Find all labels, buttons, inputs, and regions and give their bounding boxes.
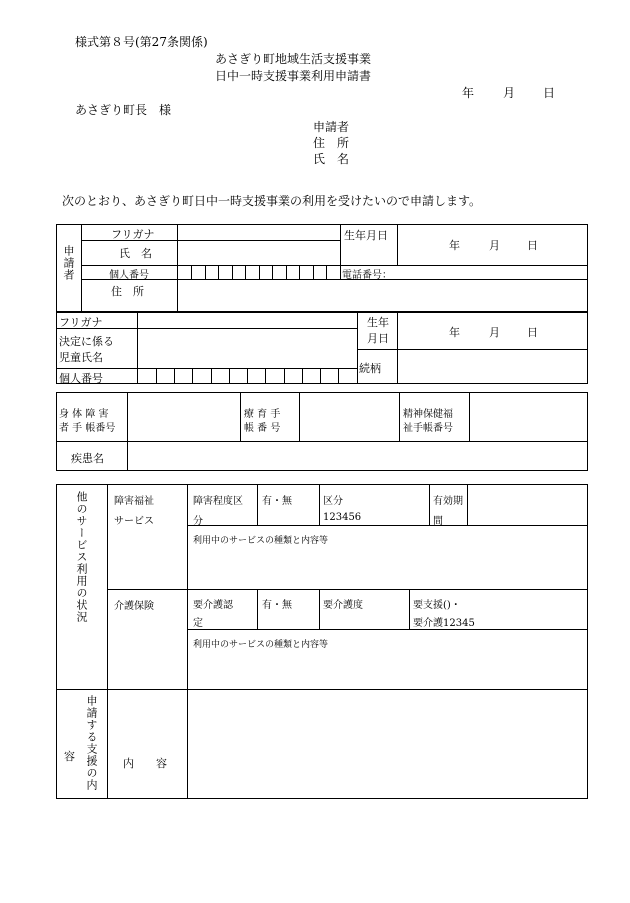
date-day: 日 xyxy=(543,86,556,100)
form-title-line1: あさぎり町地域生活支援事業 xyxy=(215,52,372,66)
child-name-label-line1: 決定に係る xyxy=(59,335,114,348)
validity-label-line2: 間 xyxy=(433,516,443,527)
child-furigana-label: フリガナ xyxy=(59,316,103,329)
disability-degree-label-line1: 障害程度区 xyxy=(193,496,243,507)
child-table xyxy=(56,312,588,384)
form-title-line2: 日中一時支援事業利用申請書 xyxy=(215,69,372,83)
welfare-yes-no[interactable]: 有・無 xyxy=(262,496,292,507)
services-table xyxy=(56,484,588,799)
applicant-section-label: 申請者 xyxy=(62,245,75,281)
welfare-usage-note: 利用中のサービスの種類と内容等 xyxy=(193,536,329,546)
applicant-name-label: 氏 名 xyxy=(313,152,350,166)
category-values[interactable]: 123456 xyxy=(323,512,362,523)
child-name-label-line2: 児童氏名 xyxy=(59,351,103,364)
support-level-line2[interactable]: 要介護12345 xyxy=(413,618,475,629)
child-birth-year: 年 xyxy=(449,326,460,339)
request-label: 申請する支援の内 xyxy=(85,695,98,791)
mental-handbook-label-line1: 精神保健福 xyxy=(403,409,453,420)
child-personal-number-cells[interactable] xyxy=(138,369,357,383)
date-year: 年 xyxy=(462,86,475,100)
category-label: 区分 xyxy=(323,496,343,507)
request-label-tail: 容 xyxy=(64,750,75,763)
physical-handbook-label-line2: 者 手 帳番号 xyxy=(59,423,116,434)
applicant-personal-number-label: 個人番号 xyxy=(109,270,149,281)
applicant-address-label: 住 所 xyxy=(313,136,350,150)
handbook-table xyxy=(56,392,588,471)
mental-handbook-label-line2: 祉手帳番号 xyxy=(403,423,453,434)
child-birth-day: 日 xyxy=(527,326,538,339)
applicant-phone-label: 電話番号： xyxy=(342,270,392,281)
care-level-label: 要介護度 xyxy=(323,600,363,611)
applicant-address-label: 住 所 xyxy=(111,285,144,298)
applicant-furigana-label: フリガナ xyxy=(111,228,155,241)
disability-degree-label-line2: 分 xyxy=(193,516,203,527)
request-content-label: 内 容 xyxy=(123,757,167,770)
care-cert-label-line2: 定 xyxy=(193,618,203,629)
request-content-field[interactable] xyxy=(188,690,588,799)
welfare-label-line2: サービス xyxy=(114,516,154,527)
ryoiku-handbook-label-line2: 帳 番 号 xyxy=(244,423,281,434)
applicant-birth-year: 年 xyxy=(449,239,460,252)
care-insurance-label: 介護保険 xyxy=(114,601,154,612)
services-section-label: 他のサービス利用の状況 xyxy=(75,491,88,623)
care-cert-label-line1: 要介護認 xyxy=(193,600,233,611)
statement-text: 次のとおり、あさぎり町日中一時支援事業の利用を受けたいので申請します。 xyxy=(62,194,482,208)
child-birth-label-line2: 月日 xyxy=(367,332,389,345)
applicant-personal-number-cells[interactable] xyxy=(178,265,340,279)
applicant-table xyxy=(56,224,588,312)
care-yes-no[interactable]: 有・無 xyxy=(262,600,292,611)
applicant-birthdate-label: 生年月日 xyxy=(344,229,388,242)
disease-label: 疾患名 xyxy=(71,452,104,465)
physical-handbook-label-line1: 身 体 障 害 xyxy=(59,409,109,420)
child-relation-label: 続柄 xyxy=(359,362,381,375)
welfare-label-line1: 障害福祉 xyxy=(114,496,154,507)
date-month: 月 xyxy=(503,86,516,100)
care-usage-note: 利用中のサービスの種類と内容等 xyxy=(193,640,329,650)
applicant-birth-day: 日 xyxy=(527,239,538,252)
form-number: 様式第８号(第27条関係) xyxy=(75,35,208,49)
applicant-label: 申請者 xyxy=(313,120,350,134)
addressee: あさぎり町長 様 xyxy=(75,103,172,117)
applicant-birth-month: 月 xyxy=(489,239,500,252)
child-birth-month: 月 xyxy=(489,326,500,339)
applicant-name-label: 氏 名 xyxy=(119,247,152,260)
support-level-line1[interactable]: 要支援()・ xyxy=(413,600,461,611)
child-birth-label-line1: 生年 xyxy=(367,316,389,329)
child-personal-number-label: 個人番号 xyxy=(59,372,103,385)
validity-label-line1: 有効期 xyxy=(433,496,463,507)
ryoiku-handbook-label-line1: 療 育 手 xyxy=(244,409,281,420)
